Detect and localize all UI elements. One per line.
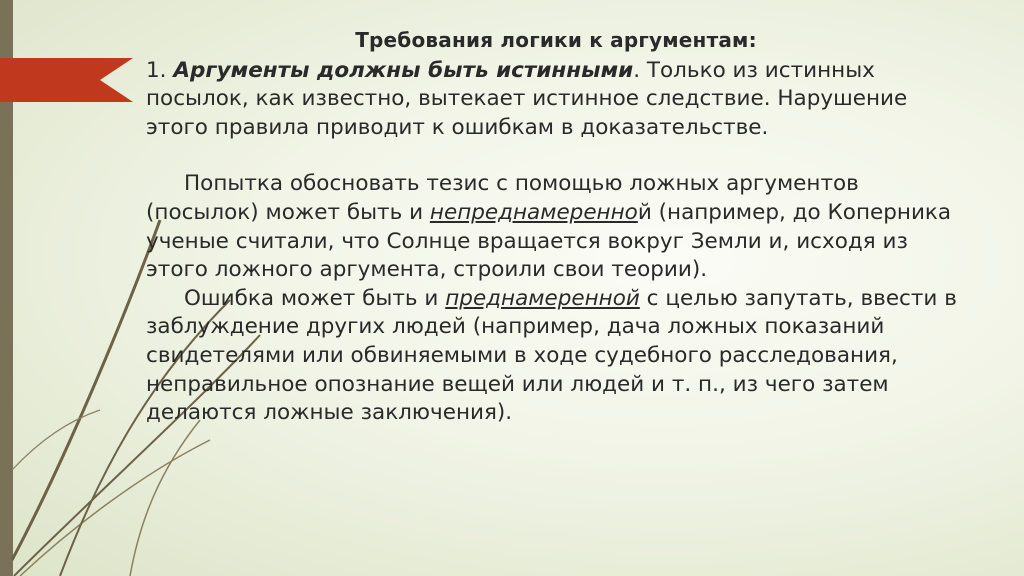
slide-content	[146, 26, 966, 428]
paragraph-intentional	[146, 285, 966, 428]
para2-text-before: Попытка обосновать тезис с помощью ложных аргументов (посылок) может быть и	[146, 171, 859, 225]
para3-text-before: Ошибка может быть и	[184, 285, 446, 311]
para3-underlined-term: преднамеренной	[445, 285, 640, 311]
point-1-emphasis: Аргументы должны быть истинными	[173, 57, 634, 83]
para2-underlined-term: непреднамеренно	[429, 199, 638, 225]
point-1-number: 1.	[146, 57, 174, 83]
point-1-paragraph	[146, 57, 966, 143]
point-1-text: . Только из истинных посылок, как известно, вытекает истинное следствие. Нарушение этого правила приводит к ошибкам в доказательстве.	[146, 57, 908, 140]
slide-title: Требования логики к аргументам:	[355, 28, 757, 52]
paragraph-unintentional	[146, 170, 966, 284]
red-arrow-shape	[0, 58, 133, 102]
para2-text-after: й (например, до Коперника ученые считали, что Солнце вращается вокруг Земли и, исходя из этого ложного аргумента, строили свои теории).	[146, 199, 952, 283]
paragraph-gap	[146, 142, 966, 170]
para3-text-after: с целью запутать, ввести в заблуждение других людей (например, дача ложных показаний свидетелями или обвиняемыми в ходе судебного расследования, неправильное опознание вещей или людей и т. п., из чего затем делаются ложные заключения).	[146, 285, 957, 426]
